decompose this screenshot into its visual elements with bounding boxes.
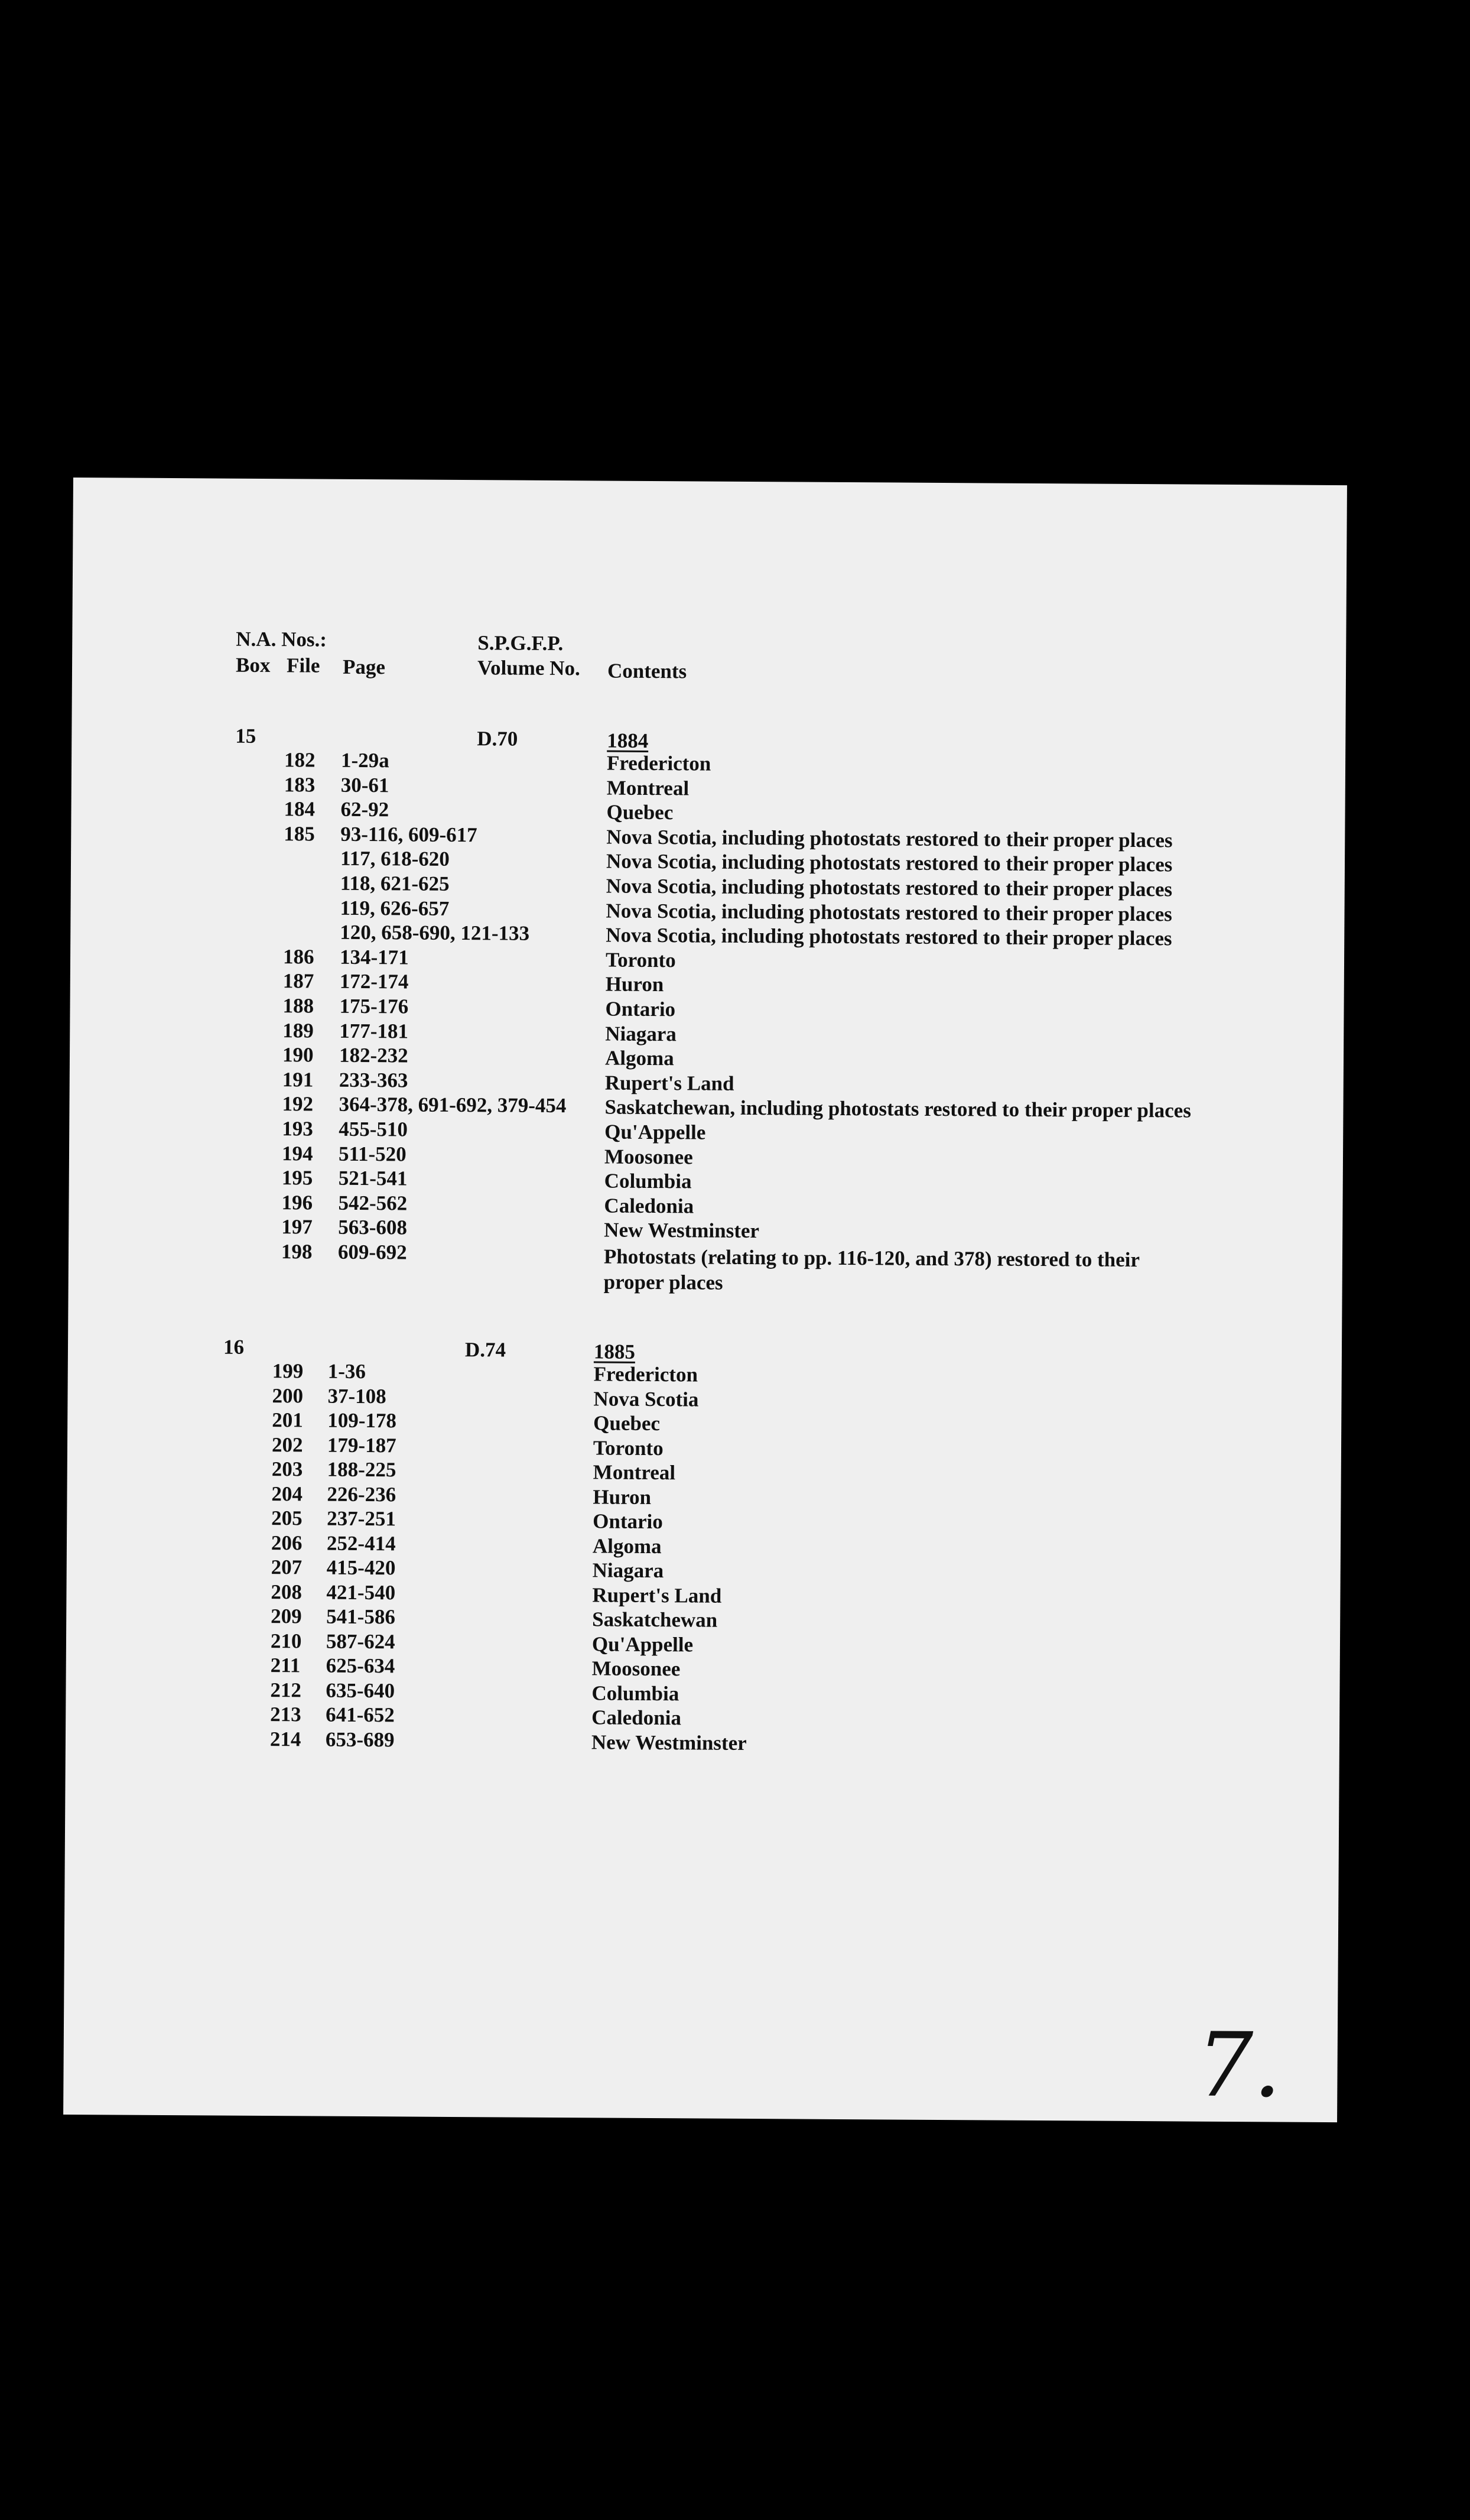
file-number: 206 xyxy=(271,1531,303,1554)
page-range: 1-29a xyxy=(340,748,389,772)
contents-entry: Caledonia xyxy=(604,1194,694,1218)
page-range: 30-61 xyxy=(340,773,389,797)
file-number: 200 xyxy=(272,1384,304,1407)
file-number: 197 xyxy=(281,1215,313,1239)
contents-entry: Saskatchewan, including photostats restored to their proper places xyxy=(604,1095,1191,1122)
page-range: 172-174 xyxy=(339,970,409,993)
contents-entry: Moosonee xyxy=(591,1657,681,1681)
page-range: 541-586 xyxy=(326,1605,396,1629)
header-box: Box xyxy=(235,653,271,677)
contents-entry: Qu'Appelle xyxy=(604,1120,706,1144)
page-range: 62-92 xyxy=(340,797,389,821)
page-range: 182-232 xyxy=(339,1043,408,1067)
page-range: 134-171 xyxy=(339,945,409,969)
contents-entry: Fredericton xyxy=(606,751,711,775)
page-range: 609-692 xyxy=(337,1240,407,1264)
contents-entry: Nova Scotia, including photostats restored to their proper places xyxy=(606,899,1172,925)
contents-entry: Montreal xyxy=(593,1460,676,1485)
file-number: 187 xyxy=(282,969,314,993)
page-range: 237-251 xyxy=(327,1506,396,1531)
file-number: 211 xyxy=(270,1654,301,1677)
contents-entry: Algoma xyxy=(604,1046,674,1070)
contents-entry: Niagara xyxy=(592,1558,664,1583)
page-range: 119, 626-657 xyxy=(340,896,450,920)
contents-entry: Huron xyxy=(593,1485,652,1509)
file-number: 214 xyxy=(269,1727,301,1751)
page-range: 175-176 xyxy=(339,994,409,1018)
file-number: 188 xyxy=(282,994,314,1018)
contents-entry: Nova Scotia, including photostats restored to their proper places xyxy=(606,923,1172,950)
file-number: 186 xyxy=(282,944,314,969)
page-range: 93-116, 609-617 xyxy=(340,822,477,846)
file-number: 192 xyxy=(282,1092,314,1116)
contents-entry: Algoma xyxy=(592,1534,662,1558)
file-number: 193 xyxy=(282,1117,313,1141)
contents-entry: Rupert's Land xyxy=(592,1583,722,1608)
contents-entry: Rupert's Land xyxy=(604,1071,734,1095)
header-spgfp: S.P.G.F.P. xyxy=(477,631,564,655)
year-heading: 1884 xyxy=(607,729,649,752)
header-na-nos: N.A. Nos.: xyxy=(236,627,327,651)
page-range: 364-378, 691-692, 379-454 xyxy=(339,1093,567,1118)
contents-entry: Quebec xyxy=(593,1411,661,1436)
file-number: 213 xyxy=(270,1703,301,1726)
page-range: 179-187 xyxy=(327,1433,396,1457)
page-range: 37-108 xyxy=(327,1384,386,1408)
contents-entry: Ontario xyxy=(593,1509,663,1534)
file-number: 190 xyxy=(282,1043,314,1067)
file-number: 199 xyxy=(272,1359,304,1383)
page-range: 117, 618-620 xyxy=(340,847,450,871)
file-number: 191 xyxy=(282,1067,314,1092)
contents-entry: Huron xyxy=(605,972,664,996)
page-range: 587-624 xyxy=(326,1629,395,1653)
contents-entry: Nova Scotia xyxy=(593,1386,699,1411)
file-number: 201 xyxy=(272,1408,303,1432)
file-number: 189 xyxy=(282,1018,314,1043)
page-range: 177-181 xyxy=(339,1019,409,1043)
page-range: 521-541 xyxy=(338,1166,408,1190)
file-number: 203 xyxy=(271,1457,303,1481)
file-number: 204 xyxy=(271,1482,303,1505)
header-contents: Contents xyxy=(607,659,687,683)
handwritten-page-number: 7. xyxy=(1196,2014,1282,2118)
page-range: 118, 621-625 xyxy=(340,871,450,895)
box-number: 16 xyxy=(223,1335,245,1359)
file-number: 195 xyxy=(281,1166,313,1190)
file-number: 205 xyxy=(271,1506,303,1530)
file-number: 196 xyxy=(281,1190,313,1214)
contents-entry: Nova Scotia, including photostats restored to their proper places xyxy=(606,874,1173,901)
contents-entry: Saskatchewan xyxy=(592,1608,718,1632)
contents-entry: Montreal xyxy=(606,776,690,800)
contents-entry: Columbia xyxy=(591,1681,679,1705)
page-range: 415-420 xyxy=(326,1555,396,1580)
year-heading: 1885 xyxy=(593,1340,636,1363)
contents-entry: Quebec xyxy=(606,800,674,824)
header-volume-no: Volume No. xyxy=(477,656,580,680)
contents-entry: New Westminster xyxy=(591,1730,747,1755)
file-number: 212 xyxy=(270,1678,302,1701)
contents-entry: Niagara xyxy=(605,1022,677,1045)
page-range: 625-634 xyxy=(326,1654,395,1678)
contents-entry: Nova Scotia, including photostats restored to their proper places xyxy=(606,849,1173,876)
page-range: 563-608 xyxy=(338,1216,408,1239)
file-number: 202 xyxy=(271,1433,303,1456)
contents-entry: Toronto xyxy=(593,1436,664,1460)
file-number: 182 xyxy=(284,748,316,772)
page-range: 511-520 xyxy=(338,1142,406,1166)
box-number: 15 xyxy=(235,724,256,748)
contents-entry: Fredericton xyxy=(593,1362,698,1386)
contents-entry: Toronto xyxy=(605,948,676,972)
file-number: 194 xyxy=(281,1141,313,1165)
page-range: 233-363 xyxy=(339,1068,408,1092)
page-range: 109-178 xyxy=(327,1408,397,1433)
contents-entry: Columbia xyxy=(604,1169,692,1193)
contents-entry: Qu'Appelle xyxy=(591,1632,694,1656)
header-page: Page xyxy=(342,655,386,679)
file-number: 183 xyxy=(284,772,316,797)
header-file: File xyxy=(286,654,320,677)
contents-entry: Nova Scotia, including photostats restored to their proper places xyxy=(606,825,1173,852)
page-range: 641-652 xyxy=(326,1703,395,1727)
file-number: 184 xyxy=(284,797,316,821)
file-number: 210 xyxy=(270,1629,302,1652)
page-range: 188-225 xyxy=(327,1457,396,1482)
file-number: 208 xyxy=(271,1580,303,1603)
file-number: 185 xyxy=(284,821,315,846)
contents-entry: Ontario xyxy=(605,997,676,1021)
page-range: 653-689 xyxy=(325,1727,395,1751)
contents-entry: Caledonia xyxy=(591,1706,682,1730)
contents-entry: Photostats (relating to pp. 116-120, and 378) restored to their proper places xyxy=(603,1245,1140,1294)
page-range: 421-540 xyxy=(326,1580,396,1604)
contents-entry: New Westminster xyxy=(604,1218,760,1243)
volume-number: D.74 xyxy=(464,1338,506,1362)
page-range: 542-562 xyxy=(338,1191,408,1215)
file-number: 207 xyxy=(271,1555,303,1579)
file-number: 198 xyxy=(281,1240,313,1264)
file-number: 209 xyxy=(271,1605,302,1628)
page-range: 635-640 xyxy=(326,1678,395,1702)
volume-number: D.70 xyxy=(477,727,518,751)
page-range: 1-36 xyxy=(327,1359,366,1384)
page-range: 226-236 xyxy=(327,1482,396,1506)
page-range: 252-414 xyxy=(326,1531,396,1555)
page-range: 455-510 xyxy=(339,1117,408,1141)
contents-entry: Moosonee xyxy=(604,1145,693,1169)
page-range: 120, 658-690, 121-133 xyxy=(340,920,530,945)
document-page xyxy=(63,478,1347,2122)
